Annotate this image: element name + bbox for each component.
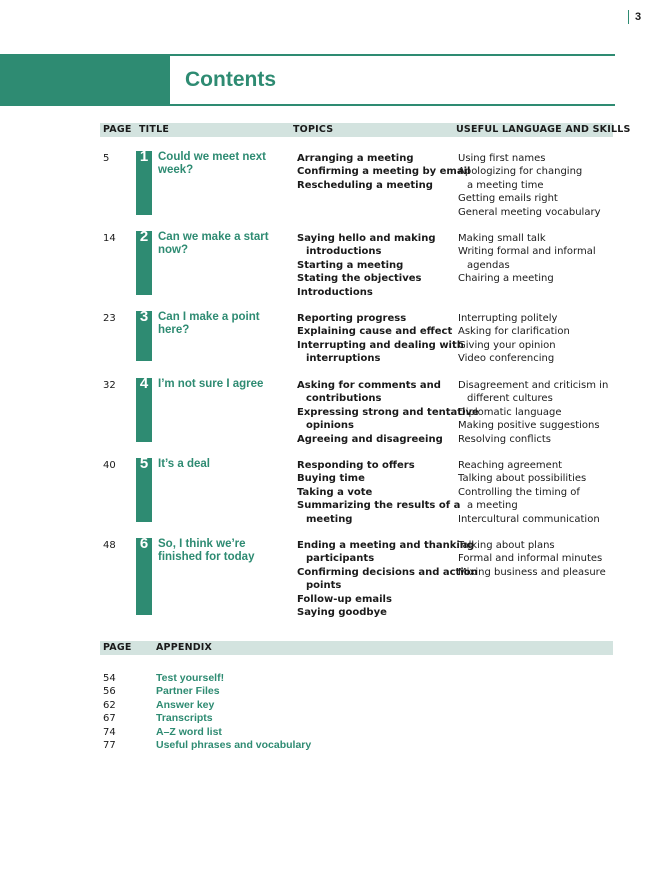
- unit-language-skills: [458, 539, 618, 579]
- topic-line: Agreeing and disagreeing: [297, 433, 443, 445]
- language-line: Mixing business and pleasure: [458, 566, 606, 578]
- unit-language-skills: [458, 232, 618, 286]
- topic-line: introductions: [306, 246, 382, 258]
- language-line: Controlling the timing of: [458, 486, 580, 498]
- appendix-item[interactable]: [0, 739, 665, 752]
- appendix-title[interactable]: Test yourself!: [156, 672, 225, 684]
- appendix-title[interactable]: Useful phrases and vocabulary: [156, 739, 312, 751]
- unit-language-skills: [458, 379, 618, 446]
- language-line: Resolving conflicts: [458, 433, 551, 445]
- appendix-item[interactable]: [0, 672, 665, 685]
- topic-line: participants: [306, 553, 375, 565]
- topic-line: Interrupting and dealing with: [297, 339, 464, 351]
- language-line: Using first names: [458, 153, 546, 164]
- appendix-item[interactable]: [0, 699, 665, 712]
- topic-line: Saying hello and making: [297, 233, 436, 244]
- language-line: Intercultural communication: [458, 513, 600, 525]
- topic-line: Stating the objectives: [297, 273, 422, 285]
- topic-line: Starting a meeting: [297, 259, 404, 271]
- appendix-item[interactable]: [0, 712, 665, 725]
- language-line: General meeting vocabulary: [458, 206, 601, 218]
- appendix-title[interactable]: Transcripts: [156, 712, 213, 725]
- unit-number: 1: [139, 148, 149, 165]
- title-rule-top: [170, 54, 615, 56]
- language-line: agendas: [467, 259, 510, 271]
- appendix-header-page: PAGE: [103, 642, 132, 653]
- topic-line: Reporting progress: [297, 313, 407, 324]
- unit-topics: [297, 459, 461, 526]
- unit-topics: [297, 312, 464, 366]
- header-page: PAGE: [103, 124, 132, 135]
- language-line: Formal and informal minutes: [458, 553, 603, 565]
- unit-language-skills: [458, 152, 618, 219]
- unit-number: 6: [139, 535, 149, 552]
- appendix-page-number: 54: [103, 673, 116, 684]
- unit-title: [158, 378, 288, 391]
- unit-topics: [297, 232, 457, 299]
- appendix-item[interactable]: [0, 685, 665, 698]
- unit-title-line: now?: [158, 244, 189, 256]
- language-line: a meeting time: [467, 179, 544, 191]
- topic-line: Expressing strong and tentative: [297, 406, 479, 418]
- language-line: Disagreement and criticism in: [458, 380, 609, 391]
- header-language: USEFUL LANGUAGE AND SKILLS: [456, 124, 631, 135]
- topic-line: opinions: [306, 420, 354, 432]
- unit-title-line: I’m not sure I agree: [158, 378, 264, 390]
- language-line: Apologizing for changing: [458, 166, 583, 178]
- topic-line: Taking a vote: [297, 486, 373, 498]
- unit-topics: [297, 152, 471, 192]
- topic-line: Explaining cause and effect: [297, 326, 453, 338]
- unit-number: 4: [139, 375, 149, 392]
- appendix-page-number: 77: [103, 740, 116, 751]
- language-line: Giving your opinion: [458, 339, 556, 351]
- unit-title: [158, 231, 288, 257]
- topic-line: contributions: [306, 393, 382, 405]
- unit-title-line: Can I make a point: [158, 311, 260, 323]
- unit-title: [158, 458, 288, 471]
- topic-line: Ending a meeting and thanking: [297, 540, 475, 551]
- unit-page-number: 23: [103, 313, 116, 324]
- language-line: Reaching agreement: [458, 460, 563, 471]
- topic-line: Follow-up emails: [297, 593, 392, 605]
- language-line: Getting emails right: [458, 193, 558, 205]
- appendix-title[interactable]: Partner Files: [156, 685, 220, 698]
- language-line: Talking about plans: [458, 540, 555, 551]
- topic-line: interruptions: [306, 353, 381, 365]
- topic-line: points: [306, 580, 342, 592]
- appendix-header-title: APPENDIX: [156, 642, 213, 653]
- appendix-title[interactable]: A–Z word list: [156, 725, 222, 738]
- header-topics: TOPICS: [293, 124, 334, 135]
- unit-page-number: 5: [103, 153, 110, 164]
- unit-page-number: 32: [103, 380, 116, 391]
- appendix-title[interactable]: Answer key: [156, 698, 215, 711]
- language-line: Video conferencing: [458, 353, 555, 365]
- title-rule-bottom: [170, 104, 615, 106]
- topic-line: Arranging a meeting: [297, 153, 414, 164]
- unit-page-number: 14: [103, 233, 116, 244]
- language-line: Talking about possibilities: [458, 473, 587, 485]
- language-line: Chairing a meeting: [458, 273, 554, 285]
- language-line: different cultures: [467, 393, 553, 405]
- unit-number: 2: [139, 228, 149, 245]
- topic-line: Introductions: [297, 286, 373, 298]
- unit-language-skills: [458, 312, 618, 366]
- unit-title-line: It’s a deal: [158, 458, 210, 470]
- unit-title-line: So, I think we’re: [158, 538, 246, 550]
- language-line: Making small talk: [458, 233, 546, 244]
- unit-title-line: here?: [158, 324, 190, 336]
- unit-title-line: Could we meet next: [158, 151, 266, 163]
- unit-title-line: finished for today: [158, 551, 255, 563]
- language-line: Asking for clarification: [458, 326, 570, 338]
- topic-line: Confirming decisions and action: [297, 566, 478, 578]
- appendix-page-number: 67: [103, 713, 116, 725]
- language-line: a meeting: [467, 500, 518, 512]
- appendix-item[interactable]: [0, 726, 665, 739]
- page-number: 3: [628, 10, 641, 24]
- language-line: Writing formal and informal: [458, 246, 596, 258]
- unit-page-number: 40: [103, 460, 116, 471]
- unit-number: 5: [139, 455, 149, 472]
- language-line: Interrupting politely: [458, 313, 558, 324]
- language-line: Making positive suggestions: [458, 420, 600, 432]
- unit-page-number: 48: [103, 540, 116, 551]
- topic-line: Buying time: [297, 473, 365, 485]
- unit-title: [158, 311, 288, 337]
- topic-line: Responding to offers: [297, 460, 415, 471]
- topic-line: Rescheduling a meeting: [297, 179, 433, 191]
- topic-line: Summarizing the results of a: [297, 500, 461, 512]
- appendix-page-number: 62: [103, 699, 116, 711]
- unit-topics: [297, 539, 478, 619]
- unit-title-line: week?: [158, 164, 194, 176]
- page-title: Contents: [185, 68, 276, 91]
- unit-title: [158, 151, 288, 177]
- unit-number: 3: [139, 308, 149, 325]
- topic-line: Asking for comments and: [297, 380, 441, 391]
- unit-language-skills: [458, 459, 618, 526]
- unit-title-line: Can we make a start: [158, 231, 269, 243]
- header-title: TITLE: [139, 124, 170, 135]
- title-banner-block: [0, 54, 170, 106]
- topic-line: Saying goodbye: [297, 607, 387, 619]
- appendix-page-number: 74: [103, 726, 116, 738]
- appendix-page-number: 56: [103, 686, 116, 698]
- topic-line: Confirming a meeting by email: [297, 166, 471, 178]
- topic-line: meeting: [306, 513, 353, 525]
- unit-topics: [297, 379, 479, 446]
- unit-title: [158, 538, 288, 564]
- language-line: Diplomatic language: [458, 406, 562, 418]
